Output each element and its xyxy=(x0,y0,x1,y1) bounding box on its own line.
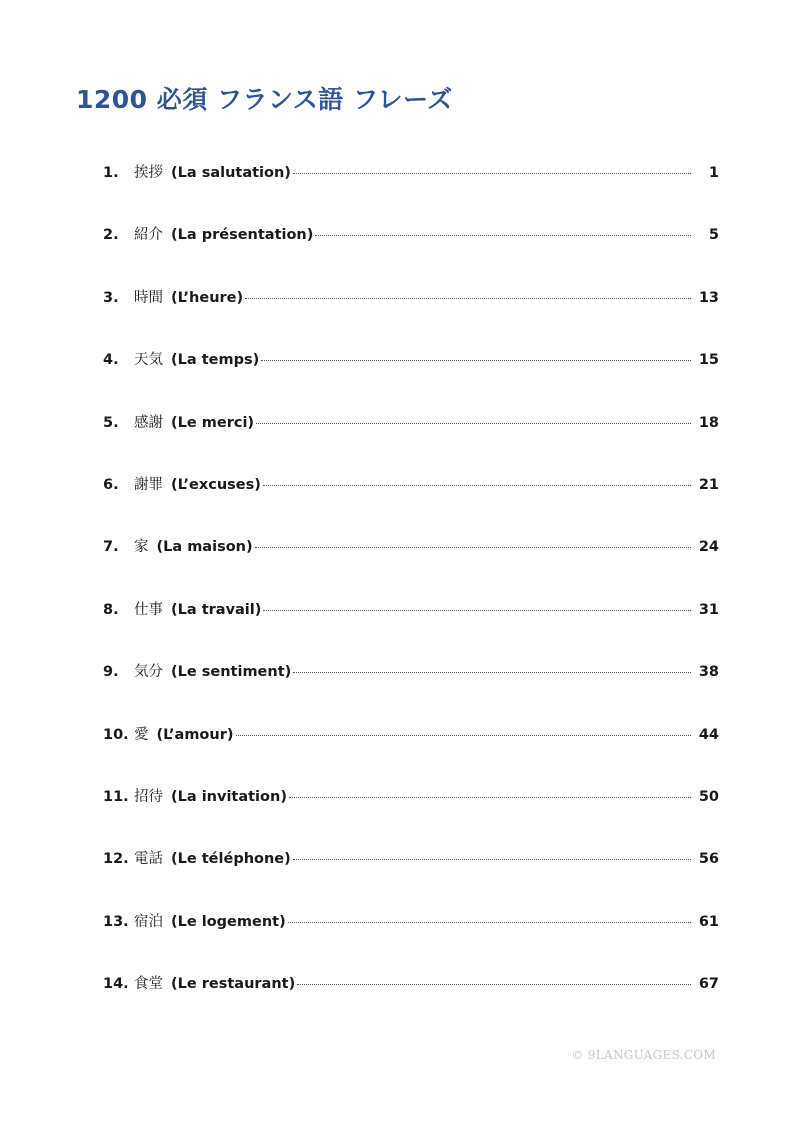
entry-french-title: (Le restaurant) xyxy=(171,976,296,993)
entry-french-title: (La invitation) xyxy=(171,788,287,805)
entry-page-number: 21 xyxy=(698,476,719,493)
entry-japanese-title: 食堂 xyxy=(134,976,163,993)
dot-leader xyxy=(256,422,691,424)
toc-entry-8[interactable] xyxy=(103,592,719,654)
dot-leader xyxy=(261,359,691,361)
entry-japanese-title: 挨拶 xyxy=(134,165,163,181)
entry-number: 10. xyxy=(103,726,129,743)
dot-leader xyxy=(289,796,691,798)
entry-japanese-title: 愛 xyxy=(134,726,149,743)
toc-entry-6[interactable] xyxy=(103,467,719,529)
entry-french-title: (Le téléphone) xyxy=(171,851,291,868)
entry-french-title: (La présentation) xyxy=(171,227,314,244)
entry-french-title: (Le logement) xyxy=(171,913,286,930)
dot-leader xyxy=(263,609,691,611)
dot-leader xyxy=(297,983,691,985)
entry-number: 6. xyxy=(103,476,119,493)
entry-page-number: 44 xyxy=(698,726,719,743)
entry-french-title: (La travail) xyxy=(171,601,262,618)
entry-japanese-title: 感謝 xyxy=(134,414,163,431)
entry-french-title: (Le sentiment) xyxy=(171,664,292,681)
dot-leader xyxy=(236,734,692,736)
entry-number: 12. xyxy=(103,851,129,868)
dot-leader xyxy=(293,172,691,174)
entry-page-number: 13 xyxy=(698,289,719,306)
entry-number: 5. xyxy=(103,414,119,431)
entry-french-title: (La salutation) xyxy=(171,165,291,181)
entry-page-number: 24 xyxy=(698,539,719,556)
table-of-contents xyxy=(103,155,719,1028)
entry-french-title: (La maison) xyxy=(156,539,253,556)
entry-page-number: 38 xyxy=(698,664,719,681)
copyright-watermark: © 9LANGUAGES.COM xyxy=(571,1048,716,1062)
entry-japanese-title: 紹介 xyxy=(134,227,163,244)
dot-leader xyxy=(293,858,691,860)
entry-french-title: (L’amour) xyxy=(156,726,234,743)
entry-page-number: 50 xyxy=(698,788,719,805)
entry-japanese-title: 時間 xyxy=(134,289,163,306)
entry-number: 4. xyxy=(103,352,119,369)
toc-entry-2[interactable] xyxy=(103,217,719,279)
dot-leader xyxy=(245,297,691,299)
toc-entry-13[interactable] xyxy=(103,904,719,966)
entry-japanese-title: 謝罪 xyxy=(134,476,163,493)
dot-leader xyxy=(263,484,691,486)
entry-page-number: 15 xyxy=(698,352,719,369)
entry-french-title: (La temps) xyxy=(171,352,260,369)
entry-number: 2. xyxy=(103,227,119,244)
entry-japanese-title: 招待 xyxy=(134,788,163,805)
toc-entry-3[interactable] xyxy=(103,280,719,342)
entry-japanese-title: 家 xyxy=(134,539,149,556)
toc-entry-14[interactable] xyxy=(103,966,719,1028)
entry-page-number: 18 xyxy=(698,414,719,431)
dot-leader xyxy=(288,921,691,923)
entry-japanese-title: 天気 xyxy=(134,352,163,369)
entry-french-title: (L’excuses) xyxy=(171,476,261,493)
entry-page-number: 5 xyxy=(708,227,719,244)
entry-japanese-title: 宿泊 xyxy=(134,913,163,930)
entry-japanese-title: 仕事 xyxy=(134,601,163,618)
entry-page-number: 31 xyxy=(698,601,719,618)
toc-entry-11[interactable] xyxy=(103,779,719,841)
entry-number: 9. xyxy=(103,664,119,681)
toc-entry-10[interactable] xyxy=(103,717,719,779)
dot-leader xyxy=(255,546,691,548)
toc-entry-9[interactable] xyxy=(103,654,719,716)
entry-page-number: 56 xyxy=(698,851,719,868)
entry-number: 13. xyxy=(103,913,129,930)
toc-entry-12[interactable] xyxy=(103,841,719,903)
document-title: 1200 必須 フランス語 フレーズ xyxy=(76,85,453,114)
entry-number: 11. xyxy=(103,788,129,805)
entry-number: 1. xyxy=(103,165,119,181)
entry-number: 8. xyxy=(103,601,119,618)
toc-entry-7[interactable] xyxy=(103,529,719,591)
entry-japanese-title: 気分 xyxy=(134,664,163,681)
entry-page-number: 1 xyxy=(708,165,719,181)
entry-number: 7. xyxy=(103,539,119,556)
entry-french-title: (Le merci) xyxy=(171,414,255,431)
entry-number: 14. xyxy=(103,976,129,993)
entry-page-number: 61 xyxy=(698,913,719,930)
dot-leader xyxy=(293,671,691,673)
toc-entry-1[interactable] xyxy=(103,155,719,217)
entry-number: 3. xyxy=(103,289,119,306)
entry-japanese-title: 電話 xyxy=(134,851,163,868)
entry-page-number: 67 xyxy=(698,976,719,993)
toc-entry-5[interactable] xyxy=(103,405,719,467)
entry-french-title: (L’heure) xyxy=(171,289,244,306)
dot-leader xyxy=(315,234,691,236)
toc-entry-4[interactable] xyxy=(103,342,719,404)
